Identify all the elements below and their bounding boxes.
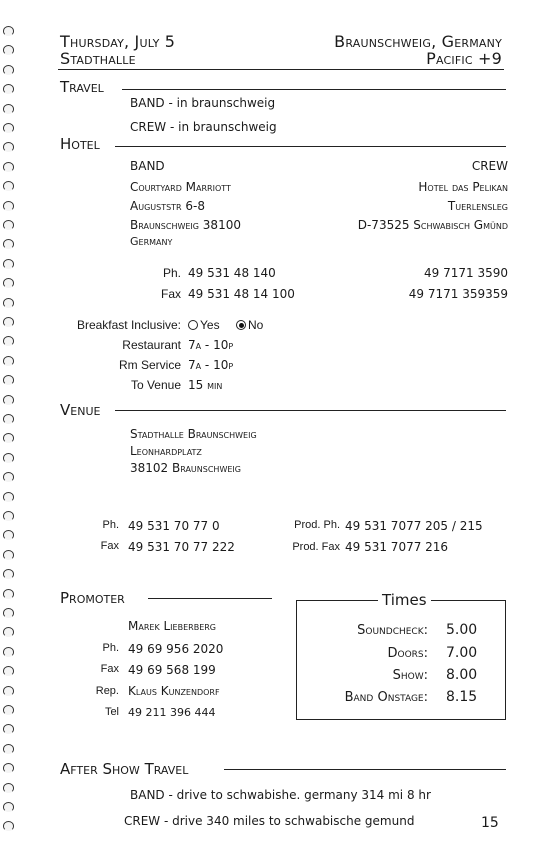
hotel-crew-city: D-73525 Schwabisch Gmünd bbox=[357, 218, 508, 232]
times-row-value: 8.00 bbox=[446, 667, 478, 683]
binding-ring bbox=[3, 666, 14, 676]
binding-ring bbox=[3, 763, 14, 773]
to-venue-label: To Venue bbox=[130, 378, 181, 392]
promoter-phone-label: Ph. bbox=[102, 642, 119, 654]
binding-ring bbox=[3, 65, 14, 75]
promoter-phone: 49 69 956 2020 bbox=[128, 642, 224, 656]
binding-ring bbox=[3, 821, 14, 831]
venue-rule bbox=[115, 410, 506, 411]
times-row-label: Soundcheck: bbox=[357, 623, 428, 638]
travel-title: Travel bbox=[60, 78, 104, 96]
hotel-band-city: Braunschweig 38100 bbox=[130, 218, 241, 232]
binding-ring bbox=[3, 453, 14, 463]
breakfast-no-label: No bbox=[248, 318, 264, 332]
venue-prod-phone-label: Prod. Ph. bbox=[294, 519, 340, 531]
binding-ring bbox=[3, 783, 14, 793]
breakfast-yes-option[interactable] bbox=[188, 318, 220, 332]
times-row-value: 5.00 bbox=[446, 622, 478, 638]
venue-prod-fax: 49 531 7077 216 bbox=[345, 540, 449, 554]
binding-ring bbox=[3, 142, 14, 152]
rm-service-hours: 7a - 10p bbox=[188, 358, 234, 372]
date-heading: Thursday, July 5 bbox=[60, 32, 176, 51]
hotel-band-phone: 49 531 48 140 bbox=[188, 266, 276, 280]
hotel-band-country: Germany bbox=[130, 235, 173, 248]
venue-street: Leonhardplatz bbox=[130, 444, 202, 458]
binding-ring bbox=[3, 492, 14, 502]
promoter-fax-label: Fax bbox=[100, 663, 119, 675]
hotel-crew-phone: 49 7171 3590 bbox=[424, 266, 508, 280]
venue-fax: 49 531 70 77 222 bbox=[128, 540, 235, 554]
hotel-crew-heading: CREW bbox=[471, 159, 508, 173]
hotel-band-heading: BAND bbox=[130, 159, 165, 173]
times-row-value: 7.00 bbox=[446, 645, 478, 661]
binding-ring bbox=[3, 375, 14, 385]
times-title: Times bbox=[378, 591, 431, 609]
times-row-value: 8.15 bbox=[446, 689, 478, 705]
after-show-rule bbox=[224, 769, 506, 770]
binding-ring bbox=[3, 317, 14, 327]
city-heading: Braunschweig, Germany bbox=[334, 32, 502, 51]
hotel-band-street: Auguststr 6-8 bbox=[130, 199, 206, 213]
venue-phone-label: Ph. bbox=[102, 519, 119, 531]
binding-ring bbox=[3, 181, 14, 191]
spiral-binding bbox=[3, 26, 23, 846]
venue-name: Stadthalle Braunschweig bbox=[130, 427, 257, 441]
promoter-tel: 49 211 396 444 bbox=[128, 706, 216, 719]
promoter-fax: 49 69 568 199 bbox=[128, 663, 216, 677]
binding-ring bbox=[3, 608, 14, 618]
promoter-rep: Klaus Kunzendorf bbox=[128, 684, 220, 698]
venue-phone: 49 531 70 77 0 bbox=[128, 519, 220, 533]
breakfast-yes-radio[interactable] bbox=[188, 320, 198, 330]
binding-ring bbox=[3, 589, 14, 599]
to-venue-time: 15 min bbox=[188, 378, 223, 392]
hotel-fax-label: Fax bbox=[160, 287, 181, 301]
binding-ring bbox=[3, 201, 14, 211]
restaurant-hours: 7a - 10p bbox=[188, 338, 234, 352]
binding-ring bbox=[3, 550, 14, 560]
hotel-crew-street: Tuerlensleg bbox=[447, 199, 508, 213]
times-row-label: Show: bbox=[392, 668, 428, 683]
binding-ring bbox=[3, 162, 14, 172]
binding-ring bbox=[3, 414, 14, 424]
binding-ring bbox=[3, 26, 14, 36]
after-show-crew: CREW - drive 340 miles to schwabische gemund bbox=[124, 814, 415, 828]
venue-short-heading: Stadthalle bbox=[60, 49, 136, 68]
breakfast-label: Breakfast Inclusive: bbox=[76, 318, 181, 332]
hotel-rule bbox=[115, 146, 506, 147]
binding-ring bbox=[3, 433, 14, 443]
binding-ring bbox=[3, 259, 14, 269]
binding-ring bbox=[3, 686, 14, 696]
promoter-rep-label: Rep. bbox=[95, 685, 119, 697]
travel-rule bbox=[122, 89, 506, 90]
promoter-rule bbox=[148, 598, 272, 599]
promoter-tel-label: Tel bbox=[104, 706, 119, 718]
hotel-band-name: Courtyard Marriott bbox=[130, 180, 231, 194]
times-row-label: Doors: bbox=[387, 646, 428, 661]
travel-band: BAND - in braunschweig bbox=[130, 96, 276, 110]
hotel-crew-fax: 49 7171 359359 bbox=[408, 287, 508, 301]
breakfast-no-option[interactable] bbox=[236, 318, 263, 332]
binding-ring bbox=[3, 472, 14, 482]
binding-ring bbox=[3, 511, 14, 521]
travel-crew: CREW - in braunschweig bbox=[130, 120, 277, 134]
binding-ring bbox=[3, 627, 14, 637]
binding-ring bbox=[3, 220, 14, 230]
header-divider bbox=[58, 69, 504, 70]
restaurant-label: Restaurant bbox=[122, 338, 181, 352]
binding-ring bbox=[3, 530, 14, 540]
binding-ring bbox=[3, 239, 14, 249]
binding-ring bbox=[3, 45, 14, 55]
venue-prod-fax-label: Prod. Fax bbox=[292, 541, 340, 553]
rm-service-label: Rm Service bbox=[118, 358, 181, 372]
hotel-phone-label: Ph. bbox=[162, 266, 181, 280]
binding-ring bbox=[3, 569, 14, 579]
binding-ring bbox=[3, 298, 14, 308]
timezone-heading: Pacific +9 bbox=[426, 49, 502, 68]
binding-ring bbox=[3, 104, 14, 114]
promoter-title: Promoter bbox=[60, 589, 125, 607]
promoter-name: Marek Lieberberg bbox=[128, 619, 217, 633]
page-number: 15 bbox=[481, 815, 499, 831]
venue-title: Venue bbox=[60, 401, 101, 419]
binding-ring bbox=[3, 705, 14, 715]
binding-ring bbox=[3, 744, 14, 754]
breakfast-yes-label: Yes bbox=[200, 318, 220, 332]
hotel-title: Hotel bbox=[60, 135, 100, 153]
binding-ring bbox=[3, 84, 14, 94]
venue-city: 38102 Braunschweig bbox=[130, 461, 241, 475]
binding-ring bbox=[3, 724, 14, 734]
binding-ring bbox=[3, 395, 14, 405]
binding-ring bbox=[3, 356, 14, 366]
breakfast-no-radio[interactable] bbox=[236, 320, 246, 330]
after-show-band: BAND - drive to schwabishe. germany 314 mi 8 hr bbox=[130, 788, 431, 802]
hotel-crew-name: Hotel das Pelikan bbox=[418, 180, 508, 194]
hotel-band-fax: 49 531 48 14 100 bbox=[188, 287, 295, 301]
binding-ring bbox=[3, 647, 14, 657]
binding-ring bbox=[3, 278, 14, 288]
times-row-label: Band Onstage: bbox=[344, 690, 428, 705]
after-show-title: After Show Travel bbox=[60, 760, 189, 778]
binding-ring bbox=[3, 336, 14, 346]
binding-ring bbox=[3, 802, 14, 812]
venue-prod-phone: 49 531 7077 205 / 215 bbox=[345, 519, 483, 533]
venue-fax-label: Fax bbox=[100, 540, 119, 552]
binding-ring bbox=[3, 123, 14, 133]
